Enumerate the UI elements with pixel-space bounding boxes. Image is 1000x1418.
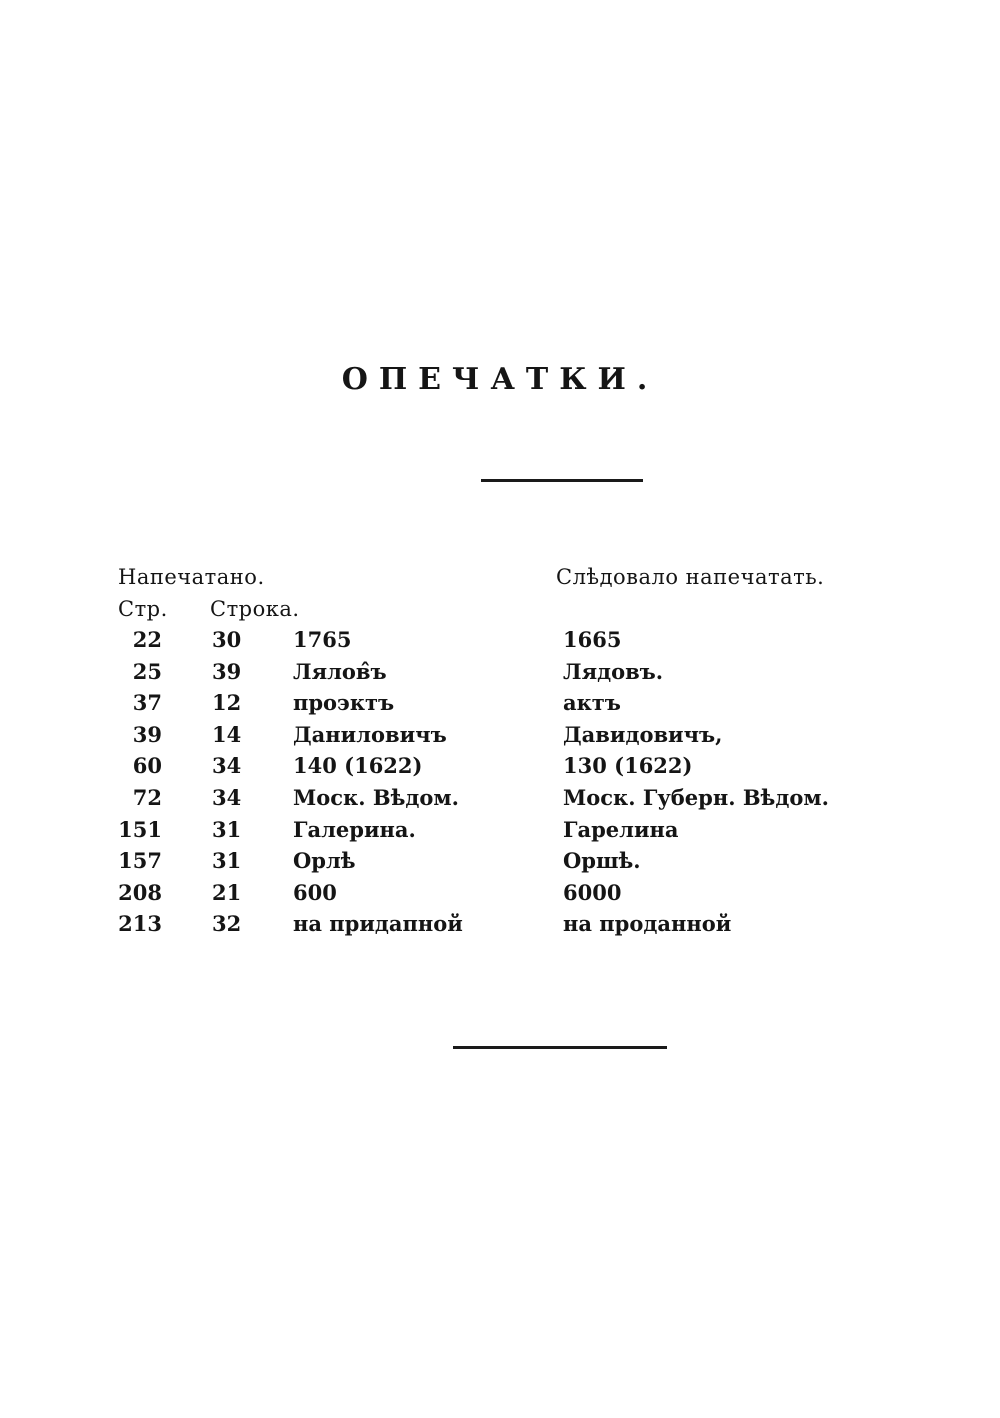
divider-top (481, 479, 643, 482)
table-row (0, 659, 1000, 690)
table-row (0, 785, 1000, 816)
line-number: 14 (212, 722, 242, 747)
page-number: 25 (132, 659, 162, 684)
page-number: 60 (132, 753, 162, 778)
line-column-header: Строка. (210, 597, 300, 621)
table-row (0, 848, 1000, 879)
printed-text: проэктъ (293, 690, 395, 715)
divider-bottom (453, 1046, 667, 1049)
line-number: 34 (212, 753, 242, 778)
page-number: 151 (118, 817, 162, 842)
printed-text: на придапной (293, 911, 463, 936)
correct-text: Гарелина (563, 817, 679, 842)
page-number: 72 (132, 785, 162, 810)
page-number: 39 (132, 722, 162, 747)
table-row (0, 690, 1000, 721)
correct-text: актъ (563, 690, 621, 715)
page-number: 22 (132, 627, 162, 652)
printed-text: Галерина. (293, 817, 416, 842)
printed-text: 1765 (293, 627, 352, 652)
line-number: 31 (212, 817, 242, 842)
correct-text: Давидовичъ, (563, 722, 723, 747)
correct-text: 6000 (563, 880, 622, 905)
printed-text: Даниловичъ (293, 722, 447, 747)
table-row (0, 753, 1000, 784)
page-title: ОПЕЧАТКИ. (341, 362, 659, 397)
page-number: 37 (132, 690, 162, 715)
table-row (0, 722, 1000, 753)
line-number: 39 (212, 659, 242, 684)
printed-text: Моск. Вѣдом. (293, 785, 459, 810)
correct-text: Лядовъ. (563, 659, 664, 684)
printed-column-header: Напечатано. (118, 565, 265, 589)
page-number: 208 (118, 880, 162, 905)
line-number: 32 (212, 911, 242, 936)
line-number: 30 (212, 627, 242, 652)
correct-text: 130 (1622) (563, 753, 693, 778)
correct-text: Оршѣ. (563, 848, 641, 873)
printed-text: Лялов̂ъ (293, 659, 387, 684)
line-number: 21 (212, 880, 242, 905)
line-number: 31 (212, 848, 242, 873)
line-number: 12 (212, 690, 242, 715)
printed-text: Орлѣ (293, 848, 356, 873)
printed-text: 140 (1622) (293, 753, 423, 778)
table-row (0, 880, 1000, 911)
printed-text: 600 (293, 880, 337, 905)
page-number: 157 (118, 848, 162, 873)
page-column-header: Стр. (118, 597, 168, 621)
correct-text: 1665 (563, 627, 622, 652)
table-row (0, 911, 1000, 942)
page-number: 213 (118, 911, 162, 936)
correct-text: на проданной (563, 911, 732, 936)
table-row (0, 817, 1000, 848)
should-print-column-header: Слѣдовало напечатать. (556, 565, 825, 589)
correct-text: Моск. Губерн. Вѣдом. (563, 785, 829, 810)
line-number: 34 (212, 785, 242, 810)
table-row (0, 627, 1000, 658)
